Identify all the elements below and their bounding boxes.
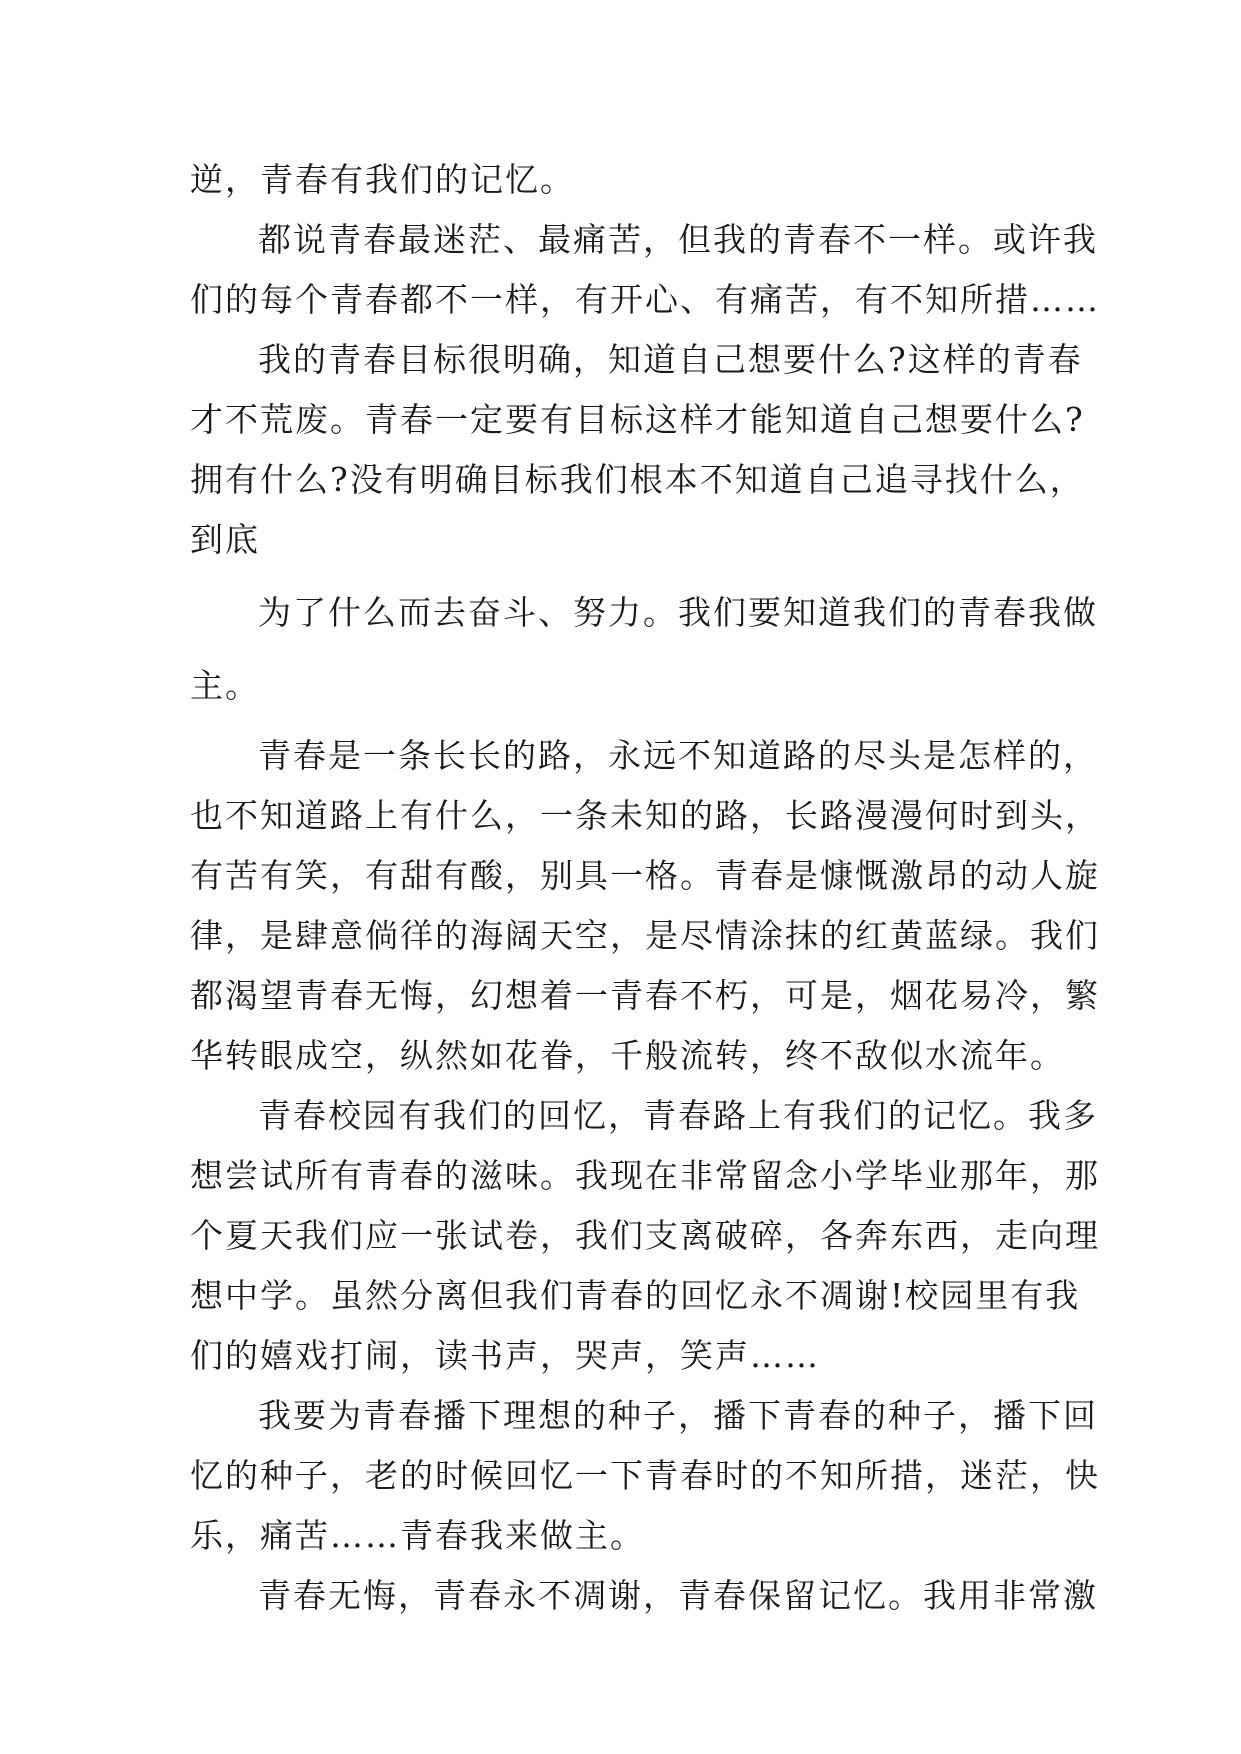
text-line: 华转眼成空，纵然如花眷，千般流转，终不敌似水流年。: [190, 1036, 1065, 1075]
text-line: 忆的种子，老的时候回忆一下青春时的不知所措，迷茫，快: [190, 1456, 1100, 1495]
paragraph-2: [190, 330, 1085, 570]
paragraph-6: [190, 1386, 1100, 1566]
text-line: 青春是一条长长的路，永远不知道路的尽头是怎样的，: [258, 736, 1098, 775]
text-line: 才不荒废。青春一定要有目标这样才能知道自己想要什么?: [190, 400, 1085, 439]
paragraph-4: [190, 726, 1100, 1086]
paragraph-7: [190, 1566, 1098, 1626]
text-line: 也不知道路上有什么，一条未知的路，长路漫漫何时到头，: [190, 796, 1100, 835]
text-line: 我的青春目标很明确，知道自己想要什么?这样的青春: [258, 340, 1083, 379]
text-line: 我要为青春播下理想的种子，播下青春的种子，播下回: [258, 1396, 1098, 1435]
text-line: 们的每个青春都不一样，有开心、有痛苦，有不知所措……: [190, 280, 1100, 319]
paragraph-0: [190, 150, 1070, 210]
text-line: 到底: [190, 520, 260, 559]
text-line: 青春校园有我们的回忆，青春路上有我们的记忆。我多: [258, 1096, 1098, 1135]
text-line: 逆，青春有我们的记忆。: [190, 160, 575, 199]
text-line: 们的嬉戏打闹，读书声，哭声，笑声……: [190, 1336, 820, 1375]
text-line: 乐，痛苦……青春我来做主。: [190, 1516, 645, 1555]
text-line: 想中学。虽然分离但我们青春的回忆永不凋谢!校园里有我: [190, 1276, 1081, 1315]
paragraph-3: [190, 570, 1098, 716]
text-line: 想尝试所有青春的滋味。我现在非常留念小学毕业那年，那: [190, 1156, 1100, 1195]
text-line: 律，是肆意倘徉的海阔天空，是尽情涂抹的红黄蓝绿。我们: [190, 916, 1100, 955]
text-line: 都说青春最迷茫、最痛苦，但我的青春不一样。或许我: [258, 220, 1098, 259]
paragraph-1: [190, 210, 1100, 330]
text-line: 为了什么而去奋斗、努力。我们要知道我们的青春我做: [258, 593, 1098, 632]
text-line: 拥有什么?没有明确目标我们根本不知道自己追寻找什么，: [190, 460, 1085, 499]
text-line: 主。: [190, 666, 260, 705]
document-page: [190, 150, 1100, 1626]
text-line: 青春无悔，青春永不凋谢，青春保留记忆。我用非常激: [258, 1576, 1098, 1615]
text-line: 个夏天我们应一张试卷，我们支离破碎，各奔东西，走向理: [190, 1216, 1100, 1255]
text-line: 有苦有笑，有甜有酸，别具一格。青春是慷慨激昂的动人旋: [190, 856, 1100, 895]
text-line: 都渴望青春无悔，幻想着一青春不朽，可是，烟花易冷，繁: [190, 976, 1100, 1015]
paragraph-5: [190, 1086, 1100, 1386]
